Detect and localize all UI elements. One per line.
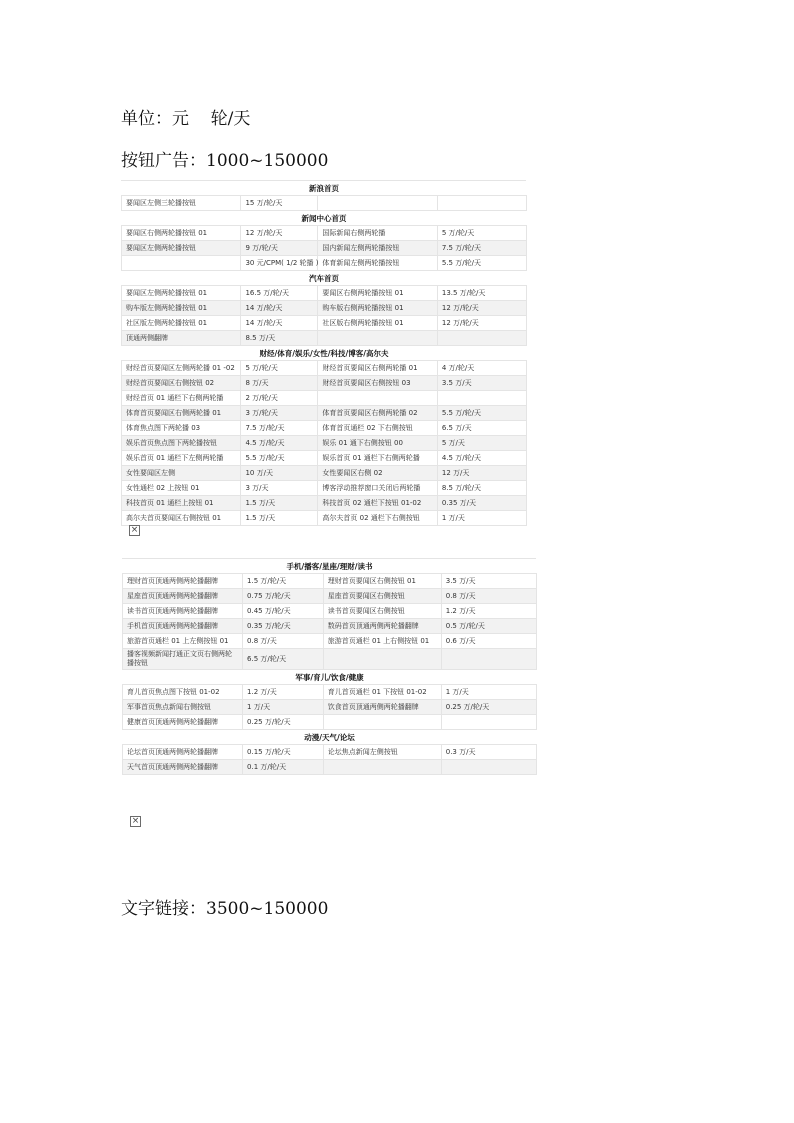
ad-position-cell: 购车版左侧两轮播按钮 01 <box>122 301 241 316</box>
table-row <box>123 685 537 700</box>
table-row <box>122 286 527 301</box>
ad-position-cell: 旅游首页通栏 01 上右侧按钮 01 <box>323 634 441 649</box>
table-row <box>123 649 537 670</box>
section-row <box>122 346 527 361</box>
table-row <box>122 196 527 211</box>
ad-position-cell <box>323 649 441 670</box>
ad-price-cell: 3.5 万/天 <box>441 574 536 589</box>
ad-position-cell: 体育首页要闻区右侧两轮播 01 <box>122 406 241 421</box>
table-row <box>123 634 537 649</box>
section-row <box>123 730 537 745</box>
ad-price-cell: 30 元/CPM( 1/2 轮播 ) <box>241 256 318 271</box>
table-row <box>123 745 537 760</box>
table-row <box>122 436 527 451</box>
section-title: 新浪首页 <box>122 181 527 196</box>
ad-price-cell: 3 万/轮/天 <box>241 406 318 421</box>
ad-price-cell: 1 万/天 <box>243 700 324 715</box>
ad-position-cell: 财经首页 01 通栏下右侧两轮播 <box>122 391 241 406</box>
ad-price-cell: 16.5 万/轮/天 <box>241 286 318 301</box>
ad-price-cell: 4.5 万/轮/天 <box>437 451 526 466</box>
ad-price-cell: 0.45 万/轮/天 <box>243 604 324 619</box>
ad-position-cell: 财经首页要闻区右侧按钮 03 <box>318 376 437 391</box>
table-row <box>123 700 537 715</box>
ad-position-cell: 天气首页顶通两侧两轮播翻牌 <box>123 760 243 775</box>
ad-price-cell: 1 万/天 <box>437 511 526 526</box>
ad-position-cell: 读书首页要闻区右侧按钮 <box>323 604 441 619</box>
ad-position-cell: 理财首页要闻区右侧按钮 01 <box>323 574 441 589</box>
ad-position-cell: 财经首页要闻区右侧按钮 02 <box>122 376 241 391</box>
ad-price-cell: 13.5 万/轮/天 <box>437 286 526 301</box>
ad-position-cell: 财经首页要闻区左侧两轮播 01 -02 <box>122 361 241 376</box>
ad-price-cell <box>441 715 536 730</box>
ad-position-cell: 饮食首页顶通两侧两轮播翻牌 <box>323 700 441 715</box>
ad-price-cell: 12 万/轮/天 <box>437 316 526 331</box>
ad-position-cell: 论坛首页顶通两侧两轮播翻牌 <box>123 745 243 760</box>
ad-position-cell: 娱乐 01 通下右侧按钮 00 <box>318 436 437 451</box>
text-link-price-range: 文字链接：3500~150000 <box>121 899 329 919</box>
ad-price-cell: 0.6 万/天 <box>441 634 536 649</box>
ad-price-cell <box>437 331 526 346</box>
price-table-image-2 <box>122 558 537 781</box>
section-row <box>122 181 527 196</box>
table-row <box>122 391 527 406</box>
ad-price-cell: 1.5 万/轮/天 <box>243 574 324 589</box>
table-row <box>123 574 537 589</box>
ad-price-cell: 14 万/轮/天 <box>241 316 318 331</box>
ad-price-cell: 9 万/轮/天 <box>241 241 318 256</box>
ad-position-cell: 旅游首页通栏 01 上左侧按钮 01 <box>123 634 243 649</box>
ad-position-cell: 要闻区右侧两轮播按钮 01 <box>122 226 241 241</box>
ad-price-cell: 0.8 万/天 <box>243 634 324 649</box>
ad-position-cell: 理财首页顶通两侧两轮播翻牌 <box>123 574 243 589</box>
ad-position-cell: 科技首页 01 通栏上按钮 01 <box>122 496 241 511</box>
ad-position-cell: 女性要闻区右侧 02 <box>318 466 437 481</box>
ad-price-cell: 7.5 万/轮/天 <box>241 421 318 436</box>
button-ads-price-range: 按钮广告：1000~150000 <box>121 151 329 171</box>
ad-position-cell: 博客浮动推荐窗口关闭后两轮播 <box>318 481 437 496</box>
table-row <box>122 451 527 466</box>
ad-price-cell: 14 万/轮/天 <box>241 301 318 316</box>
ad-position-cell: 体育焦点图下两轮播 03 <box>122 421 241 436</box>
ad-price-cell: 12 万/轮/天 <box>241 226 318 241</box>
section-row <box>123 670 537 685</box>
ad-price-cell: 0.3 万/天 <box>441 745 536 760</box>
ad-price-cell: 3.5 万/天 <box>437 376 526 391</box>
ad-price-cell: 1.2 万/天 <box>243 685 324 700</box>
ad-position-cell: 星座首页顶通两侧两轮播翻牌 <box>123 589 243 604</box>
ad-price-cell <box>437 196 526 211</box>
ad-price-cell: 0.15 万/轮/天 <box>243 745 324 760</box>
ad-price-cell: 8 万/天 <box>241 376 318 391</box>
ad-position-cell <box>318 196 437 211</box>
ad-position-cell: 社区版右侧两轮播按钮 01 <box>318 316 437 331</box>
ad-position-cell: 顶通两侧翻牌 <box>122 331 241 346</box>
table-row <box>123 715 537 730</box>
ad-position-cell: 手机首页顶通两侧两轮播翻牌 <box>123 619 243 634</box>
ad-price-cell: 8.5 万/轮/天 <box>437 481 526 496</box>
section-title: 军事/育儿/饮食/健康 <box>123 670 537 685</box>
ad-price-cell: 1 万/天 <box>441 685 536 700</box>
table-row <box>123 589 537 604</box>
ad-position-cell: 娱乐首页 01 通栏下右侧两轮播 <box>318 451 437 466</box>
ad-position-cell: 社区版左侧两轮播按钮 01 <box>122 316 241 331</box>
ad-position-cell: 高尔夫首页要闻区右侧按钮 01 <box>122 511 241 526</box>
ad-position-cell: 国内新闻左侧两轮播按钮 <box>318 241 437 256</box>
ad-position-cell <box>318 391 437 406</box>
ad-price-cell: 4 万/轮/天 <box>437 361 526 376</box>
ad-position-cell: 体育首页通栏 02 下右侧按钮 <box>318 421 437 436</box>
ad-price-cell: 0.35 万/天 <box>437 496 526 511</box>
table-row <box>122 226 527 241</box>
table-row <box>122 421 527 436</box>
ad-price-cell: 2 万/轮/天 <box>241 391 318 406</box>
ad-position-cell: 论坛焦点新闻左侧按钮 <box>323 745 441 760</box>
section-title: 动漫/天气/论坛 <box>123 730 537 745</box>
ad-price-cell: 12 万/轮/天 <box>437 301 526 316</box>
table-row <box>123 619 537 634</box>
ad-price-cell: 0.1 万/轮/天 <box>243 760 324 775</box>
section-title: 手机/播客/星座/理财/读书 <box>123 559 537 574</box>
table-row <box>122 466 527 481</box>
section-title: 汽车首页 <box>122 271 527 286</box>
ad-price-cell: 5 万/轮/天 <box>241 361 318 376</box>
ad-price-cell: 3 万/天 <box>241 481 318 496</box>
ad-price-cell <box>441 760 536 775</box>
ad-price-cell: 0.35 万/轮/天 <box>243 619 324 634</box>
section-row <box>123 559 537 574</box>
ad-price-cell: 5 万/轮/天 <box>437 226 526 241</box>
ad-position-cell: 高尔夫首页 02 通栏下右侧按钮 <box>318 511 437 526</box>
ad-price-cell: 4.5 万/轮/天 <box>241 436 318 451</box>
table-row <box>123 604 537 619</box>
ad-price-cell: 7.5 万/轮/天 <box>437 241 526 256</box>
price-table-1 <box>121 180 527 526</box>
ad-price-cell <box>437 391 526 406</box>
table-row <box>122 511 527 526</box>
ad-position-cell: 健康首页顶通两侧两轮播翻牌 <box>123 715 243 730</box>
table-row <box>122 331 527 346</box>
ad-price-cell: 5.5 万/轮/天 <box>437 406 526 421</box>
section-row <box>122 211 527 226</box>
ad-position-cell: 播客视频新闻打通正文页右侧两轮播按钮 <box>123 649 243 670</box>
section-title: 新闻中心首页 <box>122 211 527 226</box>
table-row <box>122 301 527 316</box>
ad-price-cell: 0.5 万/轮/天 <box>441 619 536 634</box>
ad-position-cell: 购车版右侧两轮播按钮 01 <box>318 301 437 316</box>
table-row <box>122 256 527 271</box>
ad-position-cell <box>323 715 441 730</box>
ad-position-cell: 育儿首页通栏 01 下按钮 01-02 <box>323 685 441 700</box>
ad-position-cell <box>122 256 241 271</box>
table-row <box>122 241 527 256</box>
ad-position-cell: 娱乐首页焦点图下两轮播按钮 <box>122 436 241 451</box>
ad-price-cell: 0.75 万/轮/天 <box>243 589 324 604</box>
price-table-2 <box>122 558 537 775</box>
ad-price-cell: 0.25 万/轮/天 <box>243 715 324 730</box>
ad-position-cell: 科技首页 02 通栏下按钮 01-02 <box>318 496 437 511</box>
ad-position-cell: 要闻区右侧两轮播按钮 01 <box>318 286 437 301</box>
ad-position-cell: 要闻区左侧两轮播按钮 <box>122 241 241 256</box>
table-row <box>122 496 527 511</box>
ad-price-cell: 6.5 万/天 <box>437 421 526 436</box>
ad-price-cell: 1.2 万/天 <box>441 604 536 619</box>
ad-position-cell: 女性通栏 02 上按钮 01 <box>122 481 241 496</box>
table-row <box>122 376 527 391</box>
ad-price-cell: 1.5 万/天 <box>241 496 318 511</box>
close-icon: × <box>131 816 140 826</box>
ad-price-cell: 15 万/轮/天 <box>241 196 318 211</box>
ad-position-cell: 女性要闻区左侧 <box>122 466 241 481</box>
section-row <box>122 271 527 286</box>
ad-position-cell: 财经首页要闻区右侧两轮播 01 <box>318 361 437 376</box>
ad-price-cell: 5.5 万/轮/天 <box>437 256 526 271</box>
ad-position-cell: 读书首页顶通两侧两轮播翻牌 <box>123 604 243 619</box>
ad-position-cell: 军事首页焦点新闻右侧按钮 <box>123 700 243 715</box>
ad-position-cell: 体育新闻左侧两轮播按钮 <box>318 256 437 271</box>
ad-price-cell: 6.5 万/轮/天 <box>243 649 324 670</box>
ad-price-cell <box>441 649 536 670</box>
close-icon: × <box>130 525 139 535</box>
ad-position-cell: 国际新闻右侧两轮播 <box>318 226 437 241</box>
table-row <box>122 481 527 496</box>
table-row <box>122 316 527 331</box>
ad-price-cell: 12 万/天 <box>437 466 526 481</box>
table-row <box>123 760 537 775</box>
ad-price-cell: 8.5 万/天 <box>241 331 318 346</box>
table-row <box>122 361 527 376</box>
ad-position-cell: 数码首页顶通两侧两轮播翻牌 <box>323 619 441 634</box>
ad-price-cell: 0.25 万/轮/天 <box>441 700 536 715</box>
ad-position-cell: 育儿首页焦点图下按钮 01-02 <box>123 685 243 700</box>
price-table-image-1 <box>121 180 527 522</box>
ad-position-cell: 体育首页要闻区右侧两轮播 02 <box>318 406 437 421</box>
ad-price-cell: 1.5 万/天 <box>241 511 318 526</box>
ad-position-cell: 要闻区左侧两轮播按钮 01 <box>122 286 241 301</box>
ad-price-cell: 5.5 万/轮/天 <box>241 451 318 466</box>
ad-position-cell <box>318 331 437 346</box>
ad-price-cell: 0.8 万/天 <box>441 589 536 604</box>
ad-position-cell: 要闻区左侧三轮播按钮 <box>122 196 241 211</box>
table-row <box>122 406 527 421</box>
ad-position-cell <box>323 760 441 775</box>
ad-position-cell: 星座首页要闻区右侧按钮 <box>323 589 441 604</box>
ad-position-cell: 娱乐首页 01 通栏下左侧两轮播 <box>122 451 241 466</box>
unit-text: 单位：元 轮/天 <box>121 109 251 129</box>
ad-price-cell: 5 万/天 <box>437 436 526 451</box>
section-title: 财经/体育/娱乐/女性/科技/博客/高尔夫 <box>122 346 527 361</box>
ad-price-cell: 10 万/天 <box>241 466 318 481</box>
